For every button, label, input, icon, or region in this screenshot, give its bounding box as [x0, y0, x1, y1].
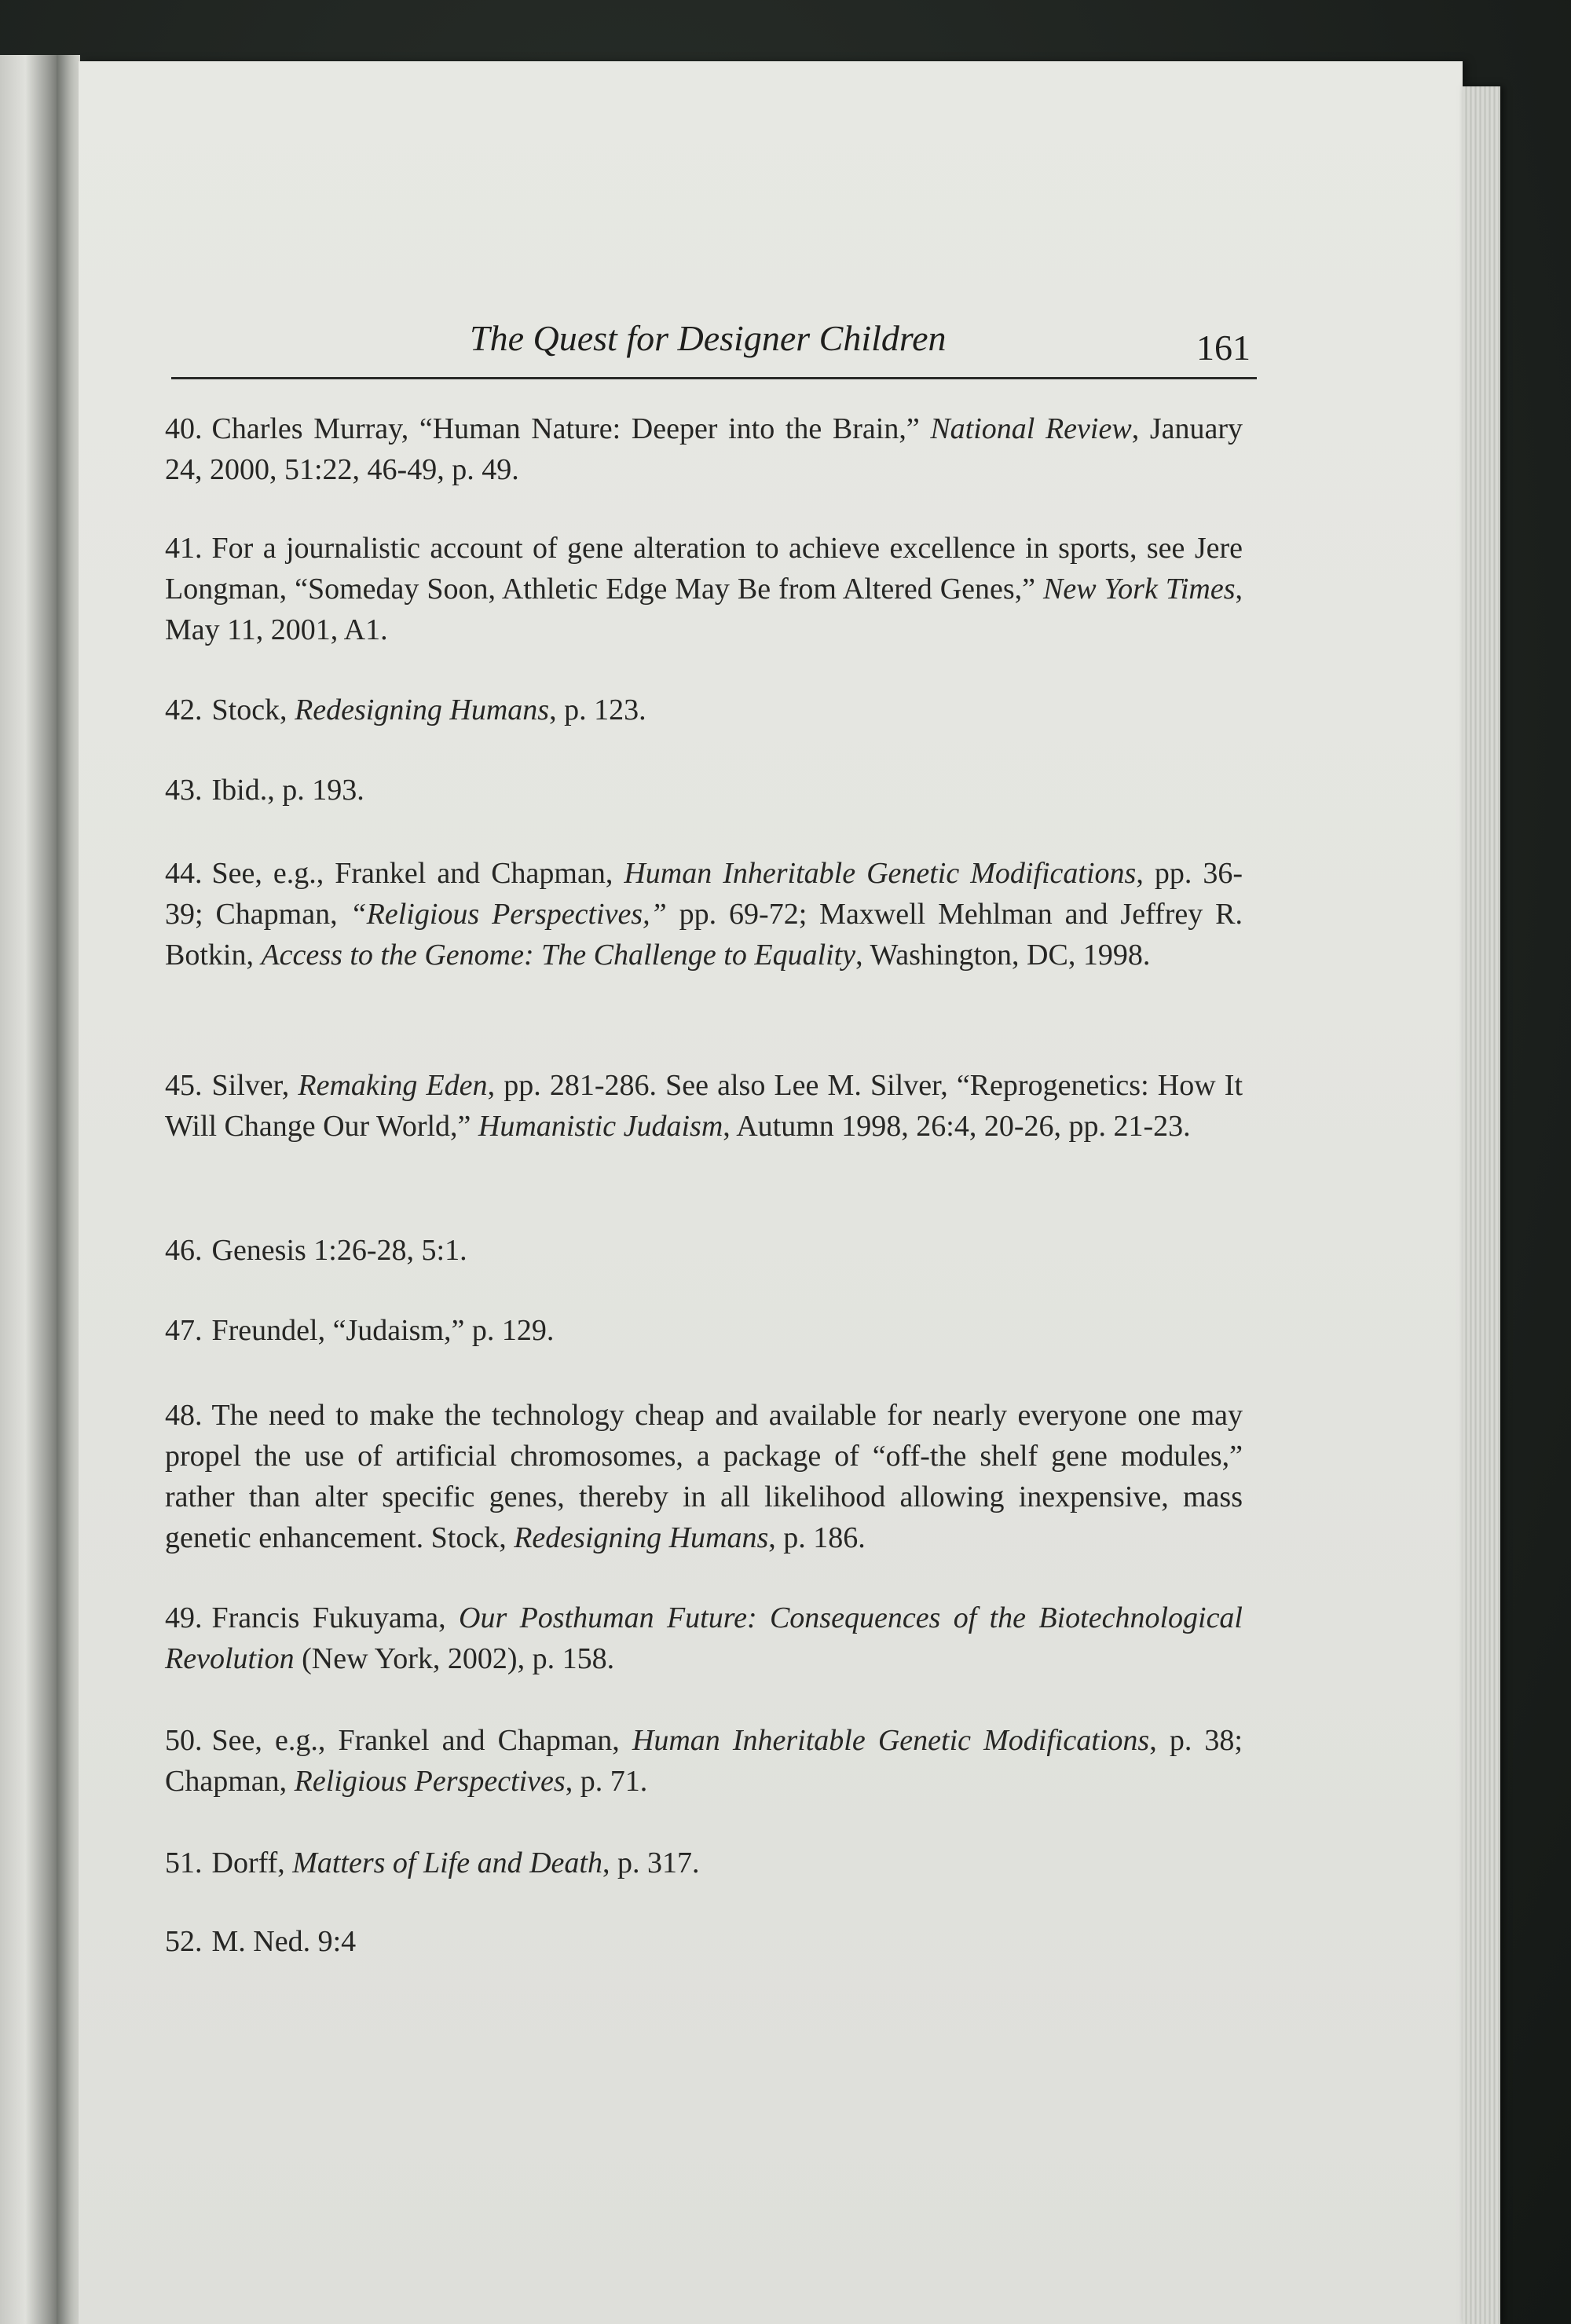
endnote-number: 40.: [165, 412, 203, 445]
endnote-text: , p. 317.: [602, 1846, 700, 1879]
endnote-text: The need to make the technology cheap and available for nearly everyone one may propel the use of artificial chromosomes, a package of “off-the shelf gene modules,” rather than alter specific genes, thereby in all likelihood allowing inexpensive, mass genetic enhancement. Stock,: [165, 1399, 1243, 1554]
endnote-number: 47.: [165, 1314, 203, 1347]
endnote-50: [165, 1720, 1243, 1802]
endnote-text: Ibid., p. 193.: [211, 774, 364, 807]
endnote-text: For a journalistic account of gene alteration to achieve excellence in sports, see Jere Longman, “Someday Soon, Athletic Edge May Be from Altered Genes,”: [165, 532, 1243, 606]
endnote-number: 44.: [165, 857, 203, 890]
endnote-46: [165, 1230, 1243, 1271]
endnote-text: Silver,: [211, 1069, 298, 1102]
endnote-title-italic: “Religious Perspectives,”: [350, 898, 667, 931]
endnote-41: [165, 528, 1243, 650]
facing-page-edge: [0, 55, 57, 2324]
endnote-text: Genesis 1:26-28, 5:1.: [211, 1234, 467, 1267]
running-head: [171, 317, 1257, 379]
endnote-number: 52.: [165, 1925, 203, 1958]
endnote-number: 48.: [165, 1399, 203, 1432]
endnote-text: , January 24, 2000, 51:22, 46-49, p. 49.: [165, 412, 1243, 486]
endnote-number: 42.: [165, 694, 203, 726]
endnote-number: 51.: [165, 1846, 203, 1879]
endnote-title-italic: Humanistic Judaism: [478, 1110, 723, 1143]
endnote-text: (New York, 2002), p. 158.: [294, 1642, 615, 1675]
endnote-title-italic: Human Inheritable Genetic Modifications: [632, 1724, 1150, 1757]
endnote-text: See, e.g., Frankel and Chapman,: [211, 857, 624, 890]
endnote-text: Charles Murray, “Human Nature: Deeper into the Brain,”: [211, 412, 931, 445]
endnote-title-italic: Access to the Genome: The Challenge to Equality: [261, 939, 856, 972]
endnote-text: Stock,: [211, 694, 295, 726]
endnote-text: pp. 69-72; Maxwell Mehlman and Jeffrey R. Botkin,: [165, 898, 1243, 972]
endnote-text: Francis Fukuyama,: [211, 1601, 459, 1634]
endnote-text: , pp. 281-286. See also Lee M. Silver, “Reprogenetics: How It Will Change Our World,”: [165, 1069, 1243, 1143]
book-page: [79, 61, 1463, 2324]
endnote-44: [165, 853, 1243, 975]
endnote-49: [165, 1598, 1243, 1679]
endnote-text: , p. 71.: [565, 1765, 648, 1798]
endnote-number: 50.: [165, 1724, 203, 1757]
endnote-number: 41.: [165, 532, 203, 565]
endnote-title-italic: Remaking Eden: [298, 1069, 488, 1102]
endnote-text: , p. 123.: [549, 694, 646, 726]
endnote-title-italic: Redesigning Humans: [295, 694, 550, 726]
endnote-43: [165, 770, 1243, 811]
endnote-title-italic: Matters of Life and Death: [292, 1846, 602, 1879]
endnote-title-italic: Our Posthuman Future: Consequences of the Biotechnological Revolution: [165, 1601, 1243, 1675]
endnote-title-italic: National Review: [930, 412, 1132, 445]
endnote-45: [165, 1065, 1243, 1147]
running-title: The Quest for Designer Children: [470, 318, 947, 358]
endnote-text: , p. 186.: [768, 1521, 866, 1554]
endnote-number: 49.: [165, 1601, 203, 1634]
endnote-title-italic: Human Inheritable Genetic Modifications: [624, 857, 1137, 890]
endnote-number: 45.: [165, 1069, 203, 1102]
endnote-text: See, e.g., Frankel and Chapman,: [211, 1724, 632, 1757]
endnote-47: [165, 1310, 1243, 1351]
endnote-text: , Washington, DC, 1998.: [855, 939, 1151, 972]
endnote-text: Dorff,: [211, 1846, 293, 1879]
page-stack-edge: [1463, 86, 1500, 2324]
endnote-40: [165, 408, 1243, 490]
endnote-text: , May 11, 2001, A1.: [165, 573, 1243, 646]
endnote-number: 46.: [165, 1234, 203, 1267]
page-number: 161: [1196, 328, 1251, 368]
endnote-title-italic: New York Times: [1043, 573, 1236, 606]
endnote-title-italic: Religious Perspectives: [294, 1765, 566, 1798]
endnote-52: [165, 1921, 1243, 1962]
endnote-text: , Autumn 1998, 26:4, 20-26, pp. 21-23.: [723, 1110, 1191, 1143]
endnote-text: , p. 38; Chapman,: [165, 1724, 1243, 1798]
endnote-number: 43.: [165, 774, 203, 807]
endnote-51: [165, 1843, 1243, 1883]
endnote-text: Freundel, “Judaism,” p. 129.: [211, 1314, 555, 1347]
endnote-42: [165, 690, 1243, 730]
endnote-48: [165, 1395, 1243, 1558]
endnote-text: M. Ned. 9:4: [211, 1925, 357, 1958]
endnote-text: , pp. 36-39; Chapman,: [165, 857, 1243, 931]
book-spine-shadow: [57, 55, 80, 2324]
endnote-title-italic: Redesigning Humans: [514, 1521, 769, 1554]
